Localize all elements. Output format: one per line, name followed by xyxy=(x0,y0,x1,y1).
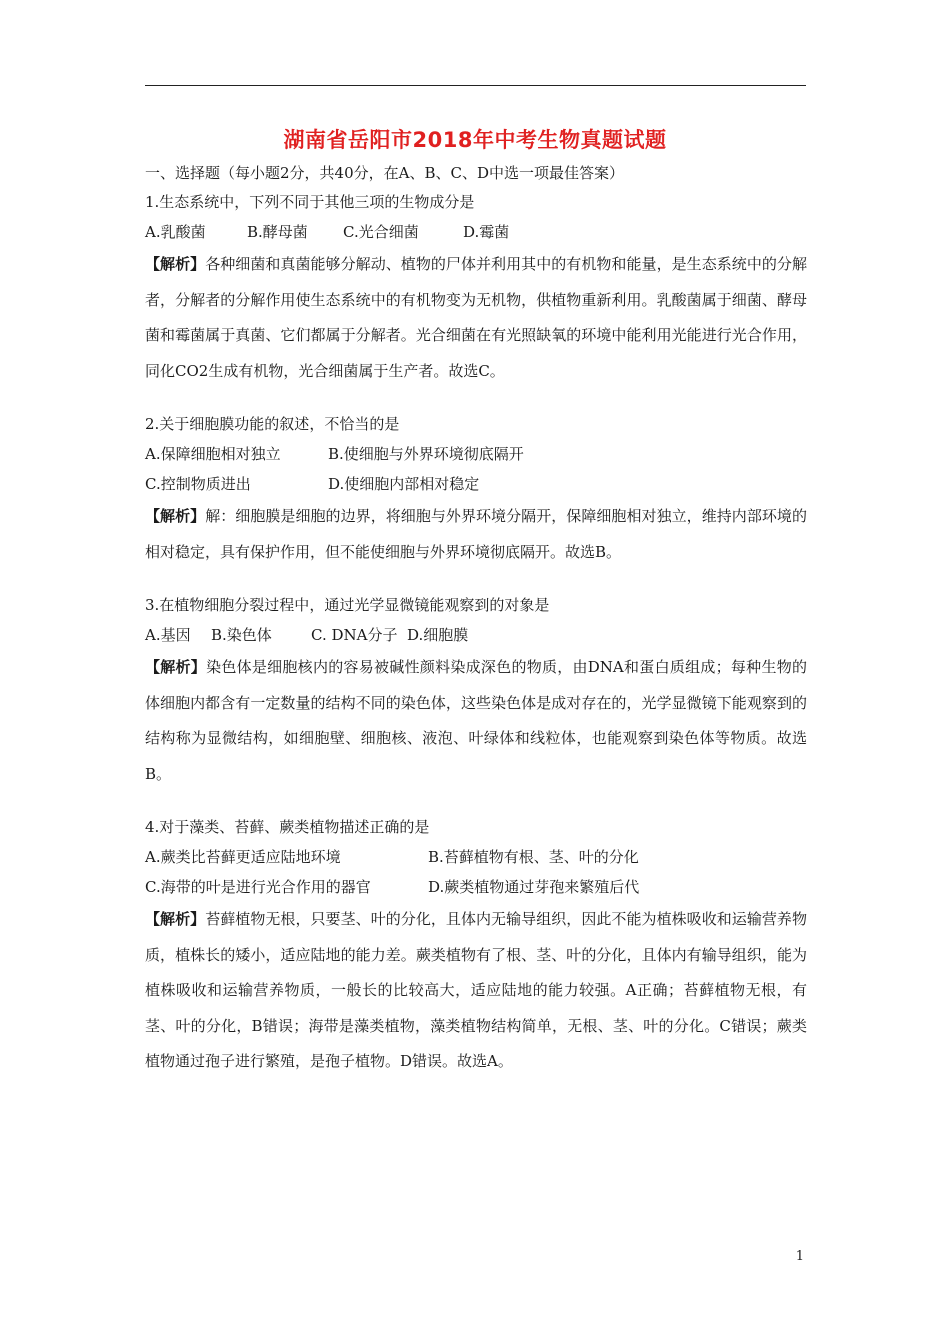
option-c: C.光合细菌 xyxy=(343,223,419,241)
question-options xyxy=(145,217,807,247)
question-analysis xyxy=(145,650,807,792)
analysis-tag: 【解析】 xyxy=(145,255,206,273)
option-d: D.蕨类植物通过芽孢来繁殖后代 xyxy=(428,878,640,896)
question-stem: 4.对于藻类、苔藓、蕨类植物描述正确的是 xyxy=(145,818,430,836)
question-options xyxy=(145,872,807,902)
question-1 xyxy=(145,187,807,389)
question-options xyxy=(145,469,807,499)
question-options xyxy=(145,842,807,872)
analysis-tag: 【解析】 xyxy=(145,507,206,525)
page-title: 湖南省岳阳市2018年中考生物真题试题 xyxy=(283,128,667,152)
option-c: C.海带的叶是进行光合作用的器官 xyxy=(145,878,371,896)
question-stem: 1.生态系统中，下列不同于其他三项的生物成分是 xyxy=(145,193,475,211)
analysis-tag: 【解析】 xyxy=(145,658,207,676)
header-rule xyxy=(145,85,806,86)
option-b: B.使细胞与外界环境彻底隔开 xyxy=(328,445,524,463)
option-d: D.霉菌 xyxy=(463,223,510,241)
question-analysis xyxy=(145,902,807,1080)
document-body xyxy=(145,160,807,1080)
section-heading: 一、选择题（每小题2分，共40分，在A、B、C、D中选一项最佳答案） xyxy=(145,164,624,182)
question-options xyxy=(145,620,807,650)
analysis-text: 染色体是细胞核内的容易被碱性颜料染成深色的物质，由DNA和蛋白质组成；每种生物的体细胞内都含有一定数量的结构不同的染色体，这些染色体是成对存在的，光学显微镜下能观察到的结构称为显微结构，如细胞壁、细胞核、液泡、叶绿体和线粒体，也能观察到染色体等物质。故选B。 xyxy=(145,658,807,783)
analysis-text: 解：细胞膜是细胞的边界，将细胞与外界环境分隔开，保障细胞相对独立，维持内部环境的相对稳定，具有保护作用，但不能使细胞与外界环境彻底隔开。故选B。 xyxy=(145,507,807,561)
question-3 xyxy=(145,590,807,792)
option-a: A.乳酸菌 xyxy=(145,223,206,241)
option-b: B.染色体 xyxy=(211,626,272,644)
analysis-text: 苔藓植物无根，只要茎、叶的分化，且体内无输导组织，因此不能为植株吸收和运输营养物质，植株长的矮小，适应陆地的能力差。蕨类植物有了根、茎、叶的分化，且体内有输导组织，能为植株吸收和运输营养物质，一般长的比较高大，适应陆地的能力较强。A正确；苔藓植物无根，有茎、叶的分化，B错误；海带是藻类植物，藻类植物结构简单，无根、茎、叶的分化。C错误；蕨类植物通过孢子进行繁殖，是孢子植物。D错误。故选A。 xyxy=(145,910,807,1070)
page-number: 1 xyxy=(795,1249,804,1264)
analysis-tag: 【解析】 xyxy=(145,910,206,928)
question-options xyxy=(145,439,807,469)
option-a: A.保障细胞相对独立 xyxy=(145,445,281,463)
option-b: B.酵母菌 xyxy=(247,223,308,241)
question-stem: 3.在植物细胞分裂过程中，通过光学显微镜能观察到的对象是 xyxy=(145,596,550,614)
question-stem: 2.关于细胞膜功能的叙述，不恰当的是 xyxy=(145,415,400,433)
option-c: C.控制物质进出 xyxy=(145,475,251,493)
option-a: A.基因 xyxy=(145,626,191,644)
option-d: D.使细胞内部相对稳定 xyxy=(328,475,480,493)
option-d: D.细胞膜 xyxy=(407,626,469,644)
question-2 xyxy=(145,409,807,570)
option-c: C. DNA分子 xyxy=(311,626,398,644)
option-b: B.苔藓植物有根、茎、叶的分化 xyxy=(428,848,639,866)
question-4 xyxy=(145,812,807,1080)
question-analysis xyxy=(145,247,807,389)
question-analysis xyxy=(145,499,807,570)
option-a: A.蕨类比苔藓更适应陆地环境 xyxy=(145,848,341,866)
analysis-text: 各种细菌和真菌能够分解动、植物的尸体并利用其中的有机物和能量，是生态系统中的分解者，分解者的分解作用使生态系统中的有机物变为无机物，供植物重新利用。乳酸菌属于细菌、酵母菌和霉菌属于真菌、它们都属于分解者。光合细菌在有光照缺氧的环境中能利用光能进行光合作用，同化CO2生成有机物，光合细菌属于生产者。故选C。 xyxy=(145,255,807,380)
